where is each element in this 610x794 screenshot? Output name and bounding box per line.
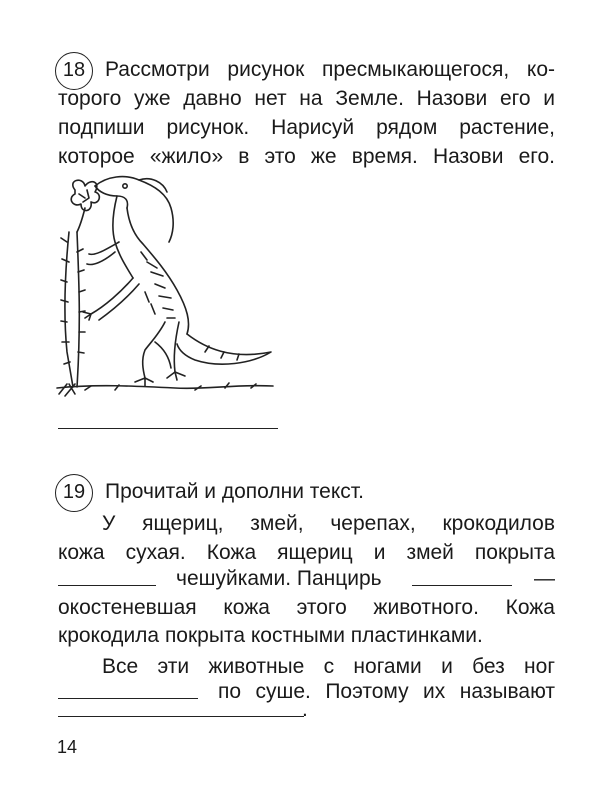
dinosaur-illustration xyxy=(55,172,280,400)
dash: — xyxy=(534,567,555,590)
task-19-p2-line-2: по суше. Поэтому их называют xyxy=(218,680,555,703)
task-19-p2-line-1: Все эти животные с ногами и без ног xyxy=(102,655,555,678)
task-19-title: Прочитай и дополни текст. xyxy=(105,480,364,503)
task-18-line-4: которое «жило» в это же время. Назови его. xyxy=(58,145,555,168)
task-19-p1-line-2: кожа сухая. Кожа ящериц и змей покрыта xyxy=(58,541,555,564)
answer-blank-1[interactable] xyxy=(58,585,156,586)
task-19-p1-line-5: крокодила покрыта костными пластинками. xyxy=(58,624,483,647)
task-19-p1-line-1: У ящериц, змей, черепах, крокодилов xyxy=(102,512,555,535)
answer-blank-3[interactable] xyxy=(58,698,198,699)
task-18-line-3: подпиши рисунок. Нарисуй рядом растение, xyxy=(58,116,555,139)
answer-blank-2[interactable] xyxy=(412,585,512,586)
period: . xyxy=(302,698,308,721)
task-19-p1-line-4: окостеневшая кожа этого животного. Кожа xyxy=(58,596,555,619)
task-19-p1-line-3a: чешуйками. Панцирь xyxy=(176,567,382,590)
task-18-line-1: Рассмотри рисунок пресмыкающегося, ко- xyxy=(105,58,555,81)
task-number-badge: 19 xyxy=(55,474,93,512)
answer-blank-4[interactable] xyxy=(58,716,304,717)
page-number: 14 xyxy=(57,737,78,757)
caption-answer-line[interactable] xyxy=(58,428,278,429)
task-18-line-2: торого уже давно нет на Земле. Назови его и xyxy=(58,87,555,110)
task-number-badge: 18 xyxy=(55,52,93,90)
